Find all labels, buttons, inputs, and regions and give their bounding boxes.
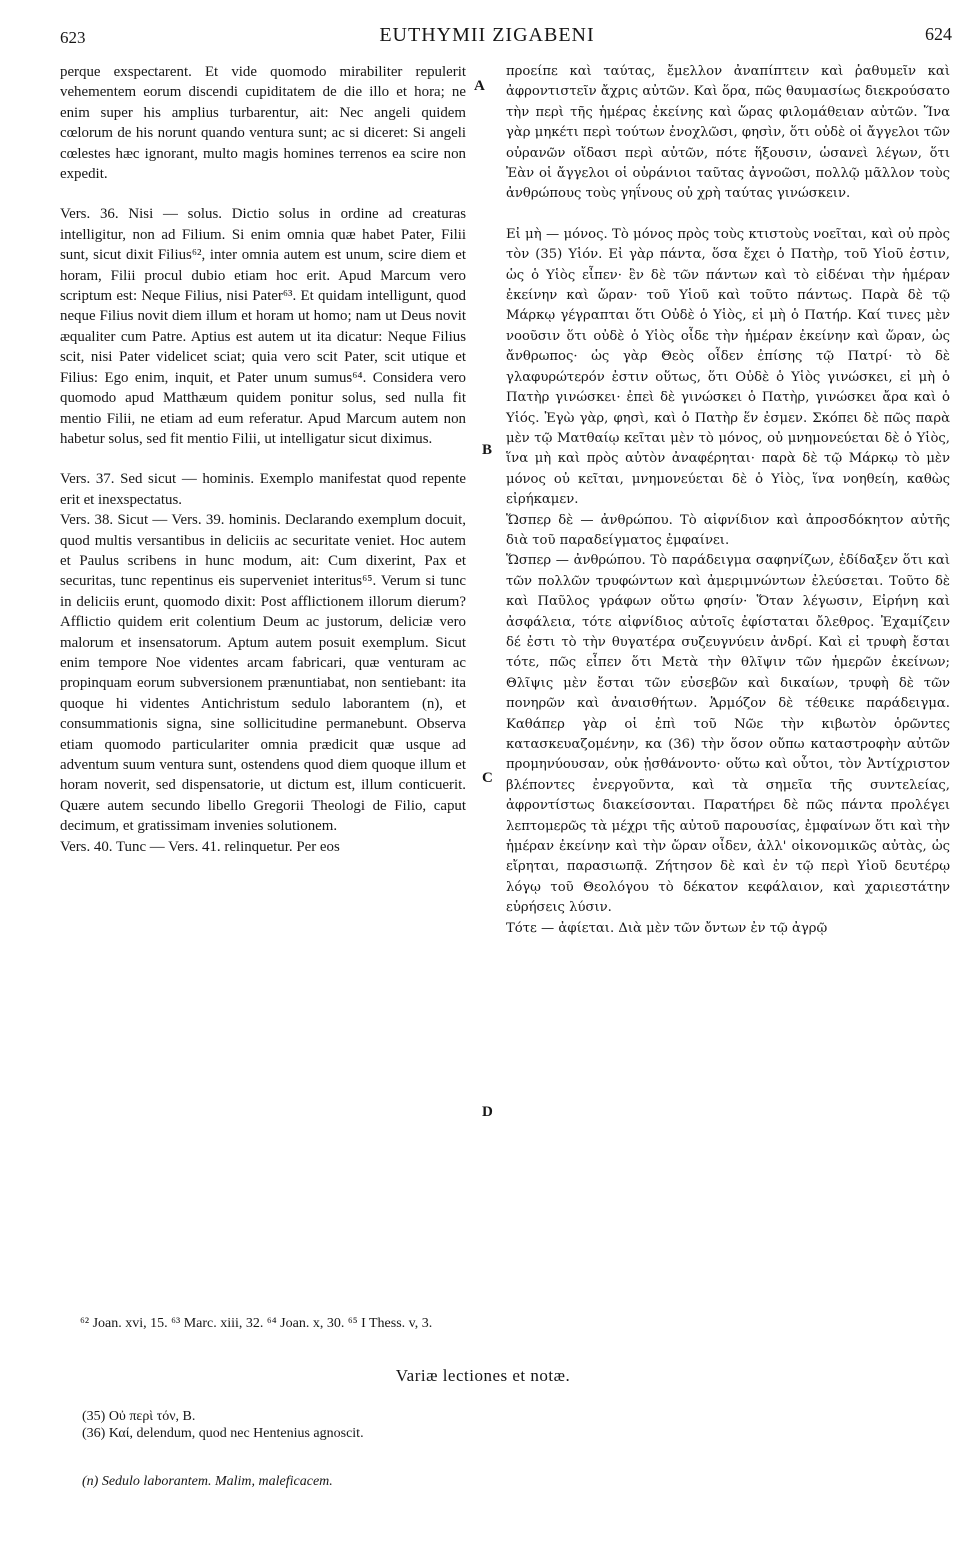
margin-letter-a: A [474, 78, 485, 94]
latin-paragraph: Vers. 37. Sed sicut — hominis. Exemplo manifestat quod repente erit et inexspectatus. [60, 471, 466, 508]
greek-column [506, 62, 950, 939]
latin-paragraph: Vers. 40. Tunc — Vers. 41. relinquetur. Per eos [60, 838, 340, 855]
varia-item: (35) Οὐ περὶ τόν, B. [82, 1409, 196, 1424]
footnotes: ⁶² Joan. xvi, 15. ⁶³ Marc. xiii, 32. ⁶⁴ Joan. x, 30. ⁶⁵ I Thess. v, 3. [80, 1316, 433, 1331]
margin-letter-d: D [482, 1104, 493, 1120]
greek-paragraph: Τότε — ἀφίεται. Διὰ μὲν τῶν ὄντων ἐν τῷ ἀγρῷ [506, 920, 828, 936]
page-header [22, 10, 952, 50]
latin-column [60, 62, 466, 857]
varia-list [82, 1408, 922, 1442]
editorial-note: (n) Sedulo laborantem. Malim, maleficacem. [82, 1474, 333, 1489]
greek-paragraph: προείπε καὶ ταύτας, ἔμελλον ἀναπίπτειν καὶ ῥαθυμεῖν καὶ ἀφροντιστεῖν ἄχρις αὐτῶν. Καὶ ὅρα, πῶς θαυμασίως διεκρούσατο τὴν περὶ τῆς ἡμέρας ἐκείνης καὶ ὥρας φιλομάθειαν αὐτῶν. Ἵνα γὰρ μηκέτι περὶ τούτων ἐνοχλῶσι, φησὶν, ὅτι οὐδὲ οἱ ἄγγελοι τῶν οὐρανῶν οἴδασι περὶ αὐτῶν, πότε ἥξουσιν, ὡσανεὶ λέγων, ὅτι Ἐὰν οἱ ἄγγελοι οἱ οὐράνιοι ταῦτας ἀγνοῶσι, πολλῷ μᾶλλον τοὺς ἀνθρώπους τοὺς γηΐνους οὐ χρὴ ταύτας γινώσκειν. [506, 64, 950, 202]
greek-paragraph: Ὥσπερ δὲ — ἀνθρώπου. Τὸ αἰφνίδιον καὶ ἀπροσδόκητον αὐτῆς διὰ τοῦ παραδείγματος ἐμφαίνει. [506, 512, 950, 548]
latin-paragraph: Vers. 36. Nisi — solus. Dictio solus in ordine ad creaturas intelligitur, non ad Filium. Si enim omnia quæ habet Pater, Filii sunt, sicut dixit Filius⁶², inter omnia autem est unum, scire diem et horam, Filii procul dubio etiam hoc erit. Apud Marcum vero scriptum est: Neque Filius, nisi Pater⁶³. Et quidam intelligunt, quod neque Filius novit diem illum et horam ut homo; nam ut Deus novit æqualiter cum Patre. Aptius est autem ut ita dicatur: Neque Filius scit, nisi Pater videlicet sciat; quia vero scit Pater, scit utique et Filius: Ego enim, inquit, et Pater unum sumus⁶⁴. Considera vero quomodo apud Matthæum quidem ponitur solus, sed nulla fit mentio Filii, ne etiam ad eum referatur. Apud Marcum autem non habetur solus, sed fit mentio Filii, ut intelligatur sicut diximus. [60, 206, 466, 447]
latin-paragraph: perque exspectarent. Et vide quomodo mirabiliter repulerit vehementem eorum discendi cupiditatem de die illo et hora; ne enim super his amplius turbarentur, ait: Nec angeli quidem cœlorum de his norunt quando ventura sunt; ac si diceret: Si angeli cœlestes hæc ignorant, multo magis homines terrenos ea scire non expedit. [60, 64, 466, 183]
varia-heading: Variæ lectiones et notæ. [395, 1366, 571, 1385]
greek-paragraph: Ὥσπερ — ἀνθρώπου. Τὸ παράδειγμα σαφηνίζων, ἐδίδαξεν ὅτι καὶ τῶν πολλῶν τρυφώντων καὶ ἀμεριμνώντων ἐλεύσεται. Τοῦτο δὲ καὶ Παῦλος γράφων οὕτω φησίν· Ὅταν λέγωσιν, Εἰρήνη καὶ ἀσφάλεια, τότε αἰφνίδιος αὐτοῖς ἐφίσταται ὄλεθρος. Ἐχαμίζειν δέ ἐστι τὸ τὴν θυγατέρα συζευγνύειν ἀνδρί. Καὶ εἰ τρυφὴ ἔσται τότε, πῶς εἶπεν ὅτι Μετὰ τὴν θλῖψιν τῶν ἡμερῶν ἐκείνων; Θλῖψις μὲν ἔσται τῶν εὐσεβῶν καὶ δικαίων, τρυφὴ δὲ τῶν πονηρῶν καὶ ἀναισθήτων. Ἁρμόζον δὲ τέθεικε παράδειγμα. Καθάπερ γὰρ οἱ ἐπὶ τοῦ Νῶε τὴν κιβωτὸν ὁρῶντες κατασκευαζομένην, κα (36) τὴν ὅσον οὔπω καταστροφὴν αὐτῶν προμηνύουσαν, οὐκ ᾐσθάνοντο· οὕτω καὶ οὗτοι, τὸν Ἀντίχριστον βλέποντες ἐνεργοῦντα, καὶ τὰ σημεῖα τῆς συντελείας, ἀφροντίστως διακείσονται. Παρατήρει δὲ πῶς πάντα προλέγει λεπτομερῶς τὰ μέχρι τῆς αὐτοῦ παρουσίας, ἐμφαίνων ὅτι καὶ τὴν ἡμέραν ἐκείνην καὶ τὴν ὥραν οἶδεν, ἀλλ' οἰκονομικῶς αὐτὰς, ὡς εἴρηται, παρασιωπᾷ. Ζήτησον δὲ καὶ ἐν τῷ περὶ Υἱοῦ δευτέρῳ λόγῳ τοῦ Θεολόγου τὸ δέκατον κεφάλαιον, καὶ χαριεστάτην εὑρήσεις λύσιν. [506, 553, 950, 916]
page-number-right: 624 [925, 24, 952, 44]
varia-item: (36) Καί, delendum, quod nec Hentenius agnoscit. [82, 1426, 364, 1441]
latin-paragraph: Vers. 38. Sicut — Vers. 39. hominis. Declarando exemplum docuit, quod multis versantibus in deliciis ac securitate veniet. Hoc autem et Paulus scribens in hunc modum, ait: Cum dixerint, Pax et securitas, tunc repentinus eis superveniet interitus⁶⁵. Verum si tunc in deliciis erunt, quomodo dixit: Post afflictionem illorum dierum? Afflictio quidem erit colentium Deum ac justorum, deliciæ vero malorum et insensatorum. Aptum autem posuit exemplum. Sicut enim tempore Noe videntes arcam fabricari, quæ venturam ac propinquam eorum subversionem prænuntiabat, non sentiebant: ita quoque hi videntes Antichristum sedulo laborantem (n), et consummationis signa, sine sollicitudine permanebunt. Observa etiam quomodo particulariter omnia prædicit quæ usque ad adventum suum ventura sunt, ostendens quod diem quoque illum et horam noverit, sed dispensatorie, ut dictum est, illum conticuerit. Quære autem secundo libello Gregorii Theologi de Filio, caput decimum, et gratissimam invenies solutionem. [60, 512, 466, 835]
margin-letter-b: B [482, 442, 493, 458]
page-number-left: 623 [60, 28, 86, 47]
running-title: EUTHYMII ZIGABENI [379, 24, 595, 46]
margin-letter-c: C [482, 770, 493, 786]
greek-paragraph: Εἰ μὴ — μόνος. Τὸ μόνος πρὸς τοὺς κτιστοὺς νοεῖται, καὶ οὐ πρὸς τὸν (35) Υἱόν. Εἰ γὰρ πάντα, ὅσα ἔχει ὁ Πατὴρ, τοῦ Υἱοῦ ἐστιν, ὡς ὁ Υἱὸς εἶπεν· ἓν δὲ τῶν πάντων καὶ τὸ εἰδέναι τὴν ἡμέραν ἐκείνην καὶ ὥραν· τοῦ Υἱοῦ καὶ τοῦτο πάντως. Παρὰ δὲ τῷ Μάρκῳ γέγραπται ὅτι Οὐδὲ ὁ Υἱὸς, εἰ μὴ ὁ Πατήρ. Καί τινες μὲν νοοῦσιν ὅτι οὐδὲ ὁ Υἱὸς οἶδε τὴν ἡμέραν ἐκείνην καὶ ὥραν, ὡς ἄνθρωπος· ὡς γὰρ Θεὸς οἶδεν ἐπίσης τῷ Πατρί· τὸ δὲ γλαφυρώτερόν ἐστιν οὕτως, ὅτι Οὐδὲ ὁ Υἱὸς γινώσκει, εἰ μὴ ὁ Πατὴρ γινώσκει· ἐπεὶ δὲ γινώσκει ὁ Πατὴρ, γινώσκει ἄρα καὶ ὁ Υἱός. Ἐγὼ γὰρ, φησὶ, καὶ ὁ Πατὴρ ἕν ἐσμεν. Σκόπει δὲ πῶς παρὰ μὲν τῷ Ματθαίῳ κεῖται μὲν τὸ μόνος, οὐ μνημονεύεται δὲ ὁ Υἱὸς, ἵνα μὴ καὶ πρὸς αὐτὸν ἀναφέρηται· παρὰ δὲ τῷ Μάρκῳ τὸ μὲν μόνος οὐ κεῖται, μνημονεύεται δὲ ὁ Υἱὸς, ἵνα νοηθείη, καθὼς εἰρήκαμεν. [506, 226, 950, 508]
